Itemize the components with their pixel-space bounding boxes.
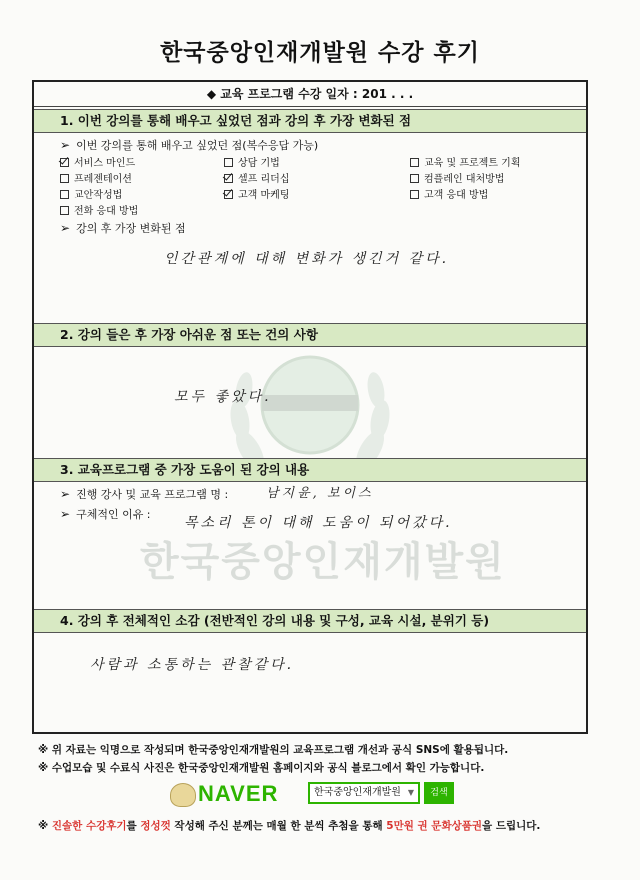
checkbox-icon[interactable]: [410, 190, 419, 199]
footer-note-2: ※ 수업모습 및 수료식 사진은 한국중앙인재개발원 홈페이지와 공식 블로그에서 확인 가능합니다.: [38, 762, 485, 774]
checkbox-icon[interactable]: [410, 174, 419, 183]
checkbox-icon[interactable]: [60, 206, 69, 215]
option-7[interactable]: 고객 마케팅: [224, 186, 289, 201]
checkbox-icon[interactable]: [60, 190, 69, 199]
page-title: 한국중앙인재개발원 수강 후기: [160, 40, 480, 66]
naver-mascot-icon: [170, 783, 196, 807]
review-form: [32, 80, 588, 734]
arrow-icon: ➢: [60, 221, 71, 235]
option-1[interactable]: 상담 기법: [224, 154, 280, 169]
checkbox-icon[interactable]: [410, 158, 419, 167]
section3-heading: 3. 교육프로그램 중 가장 도움이 된 강의 내용: [34, 458, 586, 482]
section3-question2: ➢ 구체적인 이유 :: [60, 507, 151, 521]
naver-logo: NAVER: [198, 781, 279, 806]
option-9[interactable]: 전화 응대 방법: [60, 202, 138, 217]
option-0[interactable]: 서비스 마인드: [60, 154, 135, 169]
section3-answer1: 남지윤, 보이스: [266, 486, 374, 501]
section2-heading: 2. 강의 들은 후 가장 아쉬운 점 또는 건의 사항: [34, 323, 586, 347]
option-3[interactable]: 프레젠테이션: [60, 170, 132, 185]
section1-answer: 인간관계에 대해 변화가 생긴거 같다.: [164, 251, 450, 267]
checkbox-icon[interactable]: [224, 190, 233, 199]
option-2[interactable]: 교육 및 프로젝트 기획: [410, 154, 520, 169]
option-5[interactable]: 컴플레인 대처방법: [410, 170, 504, 185]
footer-note-1: ※ 위 자료는 익명으로 작성되며 한국중앙인재개발원의 교육프로그램 개선과 공식 SNS에 활용됩니다.: [38, 744, 509, 756]
naver-search-button[interactable]: 검색: [424, 782, 454, 804]
section3-answer2: 목소리 톤이 대해 도움이 되어갔다.: [184, 515, 453, 531]
arrow-icon: ➢: [60, 487, 71, 501]
watermark-text: 한국중앙인재개발원: [140, 539, 506, 585]
checkbox-icon[interactable]: [224, 174, 233, 183]
section1-heading: 1. 이번 강의를 통해 배우고 싶었던 점과 강의 후 가장 변화된 점: [34, 109, 586, 133]
chevron-down-icon: ▼: [407, 788, 414, 797]
arrow-icon: ➢: [60, 507, 71, 521]
section4-heading: 4. 강의 후 전체적인 소감 (전반적인 강의 내용 및 구성, 교육 시설, 분위기 등): [34, 609, 586, 633]
date-row: ◆ 교육 프로그램 수강 일자 : 201 . . .: [34, 82, 586, 107]
naver-search-input[interactable]: 한국중앙인재개발원 ▼: [308, 782, 420, 804]
footer-prize-note: ※ 진솔한 수강후기를 정성껏 작성해 주신 분께는 매월 한 분씩 추첨을 통해 5만원 권 문화상품권을 드립니다.: [38, 820, 541, 832]
checkbox-icon[interactable]: [224, 158, 233, 167]
section2-answer: 모두 좋았다.: [174, 389, 272, 405]
section1-question2: ➢ 강의 후 가장 변화된 점: [60, 221, 186, 235]
checkbox-icon[interactable]: [60, 174, 69, 183]
section3-question1: ➢ 진행 강사 및 교육 프로그램 명 :: [60, 487, 229, 501]
section4-answer: 사람과 소통하는 관찰같다.: [90, 657, 295, 673]
option-6[interactable]: 교안작성법: [60, 186, 122, 201]
section1-question1: ➢ 이번 강의를 통해 배우고 싶었던 점(복수응답 가능): [60, 138, 319, 152]
option-8[interactable]: 고객 응대 방법: [410, 186, 488, 201]
checkbox-icon[interactable]: [60, 158, 69, 167]
option-4[interactable]: 셀프 리더십: [224, 170, 289, 185]
arrow-icon: ➢: [60, 138, 71, 152]
